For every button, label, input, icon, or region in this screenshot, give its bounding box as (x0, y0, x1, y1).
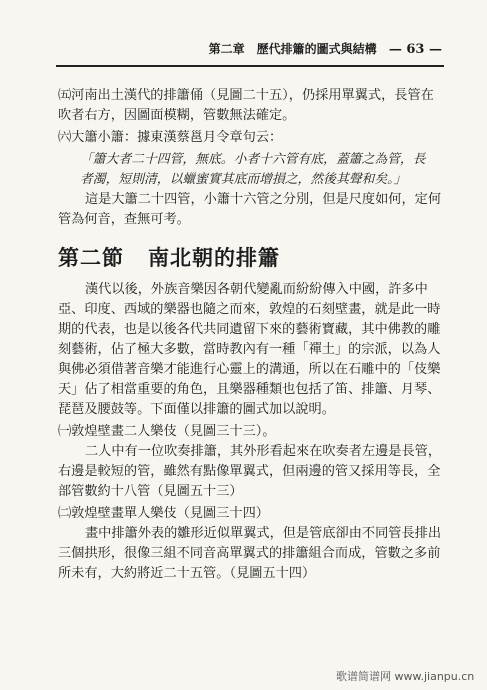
list-item-6: ㈥大簫小簫：據東漢蔡邕月令章句云： (58, 130, 283, 145)
list-item-1: ㈠敦煌壁畫二人樂伎（見圖三十三）。 (58, 424, 276, 439)
chapter-title: 第二章 歷代排簫的圖式與結構 (208, 42, 377, 56)
commentary-paragraph: 這是大簫二十四管，小簫十六管之分別，但是尺度如何，定何管為何音，查無可考。 (58, 192, 442, 227)
running-header (180, 40, 442, 57)
list-item-2-body: 畫中排簫外表的雛形近似單翼式，但是管底卻由不同管長排出三個拱形，很像三組不同音高單翼式的排簫組合而成，管數之多前所未有，大約將近二十五管。（見圖五十四） (58, 526, 442, 581)
list-item-1-body: 二人中有一位吹奏排簫，其外形看起來在吹奏者左邊是長管，右邊是較短的管，雖然有點像單翼式，但兩邊的管又採用等長，全部管數約十八管（見圖五十三） (58, 444, 442, 499)
section-title: 南北朝的排簫 (148, 246, 280, 270)
list-item-5: ㈤河南出土漢代的排簫俑（見圖二十五），仍採用單翼式，長管在吹者右方，因圖面模糊，管數無法確定。 (58, 88, 434, 123)
section-heading (58, 244, 444, 272)
page-number: — 63 — (388, 42, 442, 57)
section-number: 第二節 (58, 246, 124, 270)
watermark: 歌谱简谱网 www.jianpu.cn (336, 670, 475, 683)
header-rule (56, 65, 444, 67)
block-quote: 「簫大者二十四管，無底。小者十六管有底，蓋簫之為管，長者濁，短則清，以蠟蜜實其底而增損之，然後其聲和矣。」 (80, 152, 426, 187)
list-item-2: ㈡敦煌壁畫單人樂伎（見圖三十四） (58, 506, 269, 521)
page-body (58, 84, 444, 584)
intro-paragraph: 漢代以後，外族音樂因各朝代變亂而紛紛傳入中國，許多中亞、印度、西域的樂器也隨之而來，敦煌的石刻壁畫，就是此一時期的代表，也是以後各代共同遺留下來的藝術寶藏，其中佛教的雕刻藝術，佔了極大多數，當時教內有一種「禪土」的宗派，以為人與佛必須借著音樂才能進行心靈上的溝通，所以在石雕中的「伎樂天」佔了相當重要的角色，且樂器種類也包括了笛、排簫、月琴、琵琶及腰鼓等。下面僅以排簫的圖式加以說明。 (58, 282, 441, 417)
